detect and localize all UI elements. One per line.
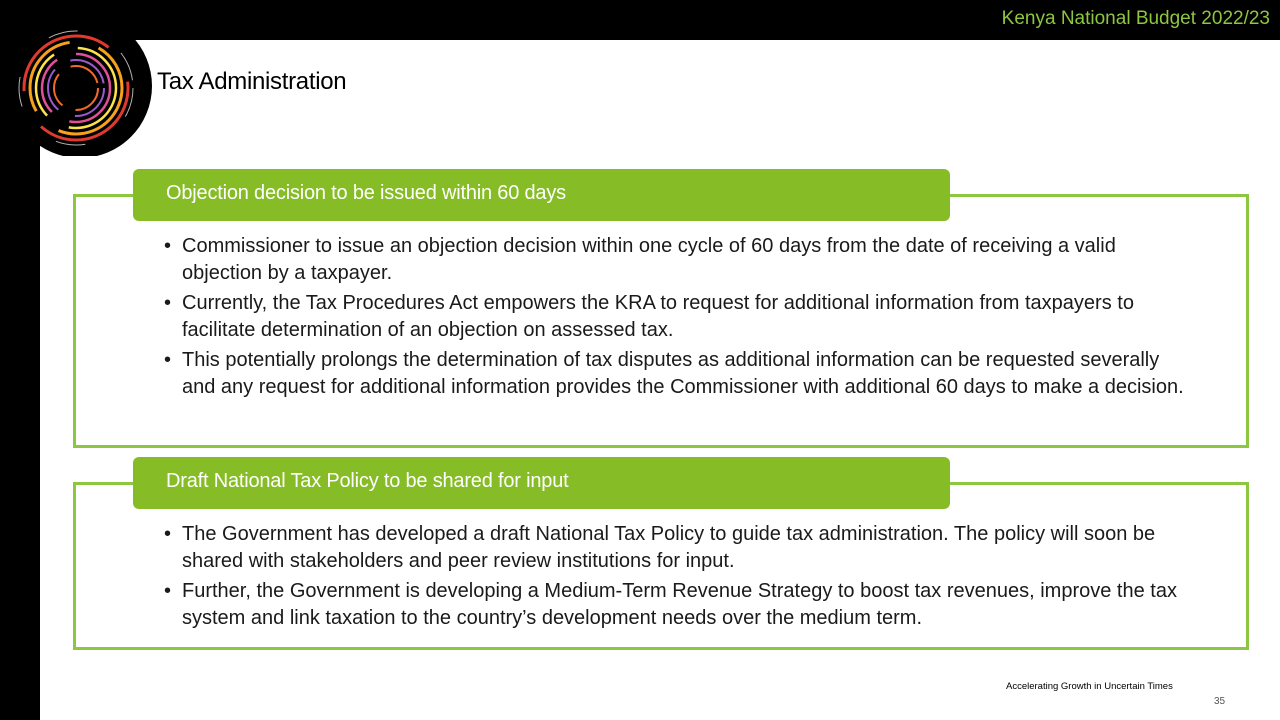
- section-heading: Draft National Tax Policy to be shared for input: [166, 470, 569, 492]
- section-heading-tab: [133, 457, 950, 509]
- budget-title: Kenya National Budget 2022/23: [1001, 8, 1270, 29]
- bullet-marker: •: [164, 292, 172, 314]
- swirl-logo-icon: [6, 16, 152, 156]
- list-item: • The Government has developed a draft National Tax Policy to guide tax administration. The policy will soon be shared with stakeholders and peer review institutions for input.: [164, 523, 1156, 572]
- page-number: 35: [1214, 696, 1226, 707]
- list-item: • Commissioner to issue an objection decision within one cycle of 60 days from the date of receiving a valid objection by a taxpayer.: [164, 235, 1116, 284]
- bullet-list: [164, 521, 1184, 635]
- top-bar: [0, 0, 1280, 40]
- page-title: Tax Administration: [157, 68, 347, 95]
- bullet-marker: •: [164, 523, 172, 545]
- section-heading-tab: [133, 169, 950, 221]
- list-item: • Currently, the Tax Procedures Act empowers the KRA to request for additional information from taxpayers to facilitate determination of an objection on assessed tax.: [164, 292, 1134, 341]
- bullet-marker: •: [164, 235, 172, 257]
- bullet-list: [164, 233, 1184, 404]
- section-heading: Objection decision to be issued within 60 days: [166, 182, 566, 204]
- bullet-marker: •: [164, 580, 172, 602]
- bullet-marker: •: [164, 349, 172, 371]
- list-item: • Further, the Government is developing a Medium-Term Revenue Strategy to boost tax revenues, improve the tax system and link taxation to the country’s development needs over the medium term.: [164, 580, 1177, 629]
- list-item: • This potentially prolongs the determination of tax disputes as additional information can be requested severally and any request for additional information provides the Commissioner with additional 60 days to make a decision.: [164, 349, 1184, 398]
- footer-tagline: Accelerating Growth in Uncertain Times: [1006, 681, 1173, 692]
